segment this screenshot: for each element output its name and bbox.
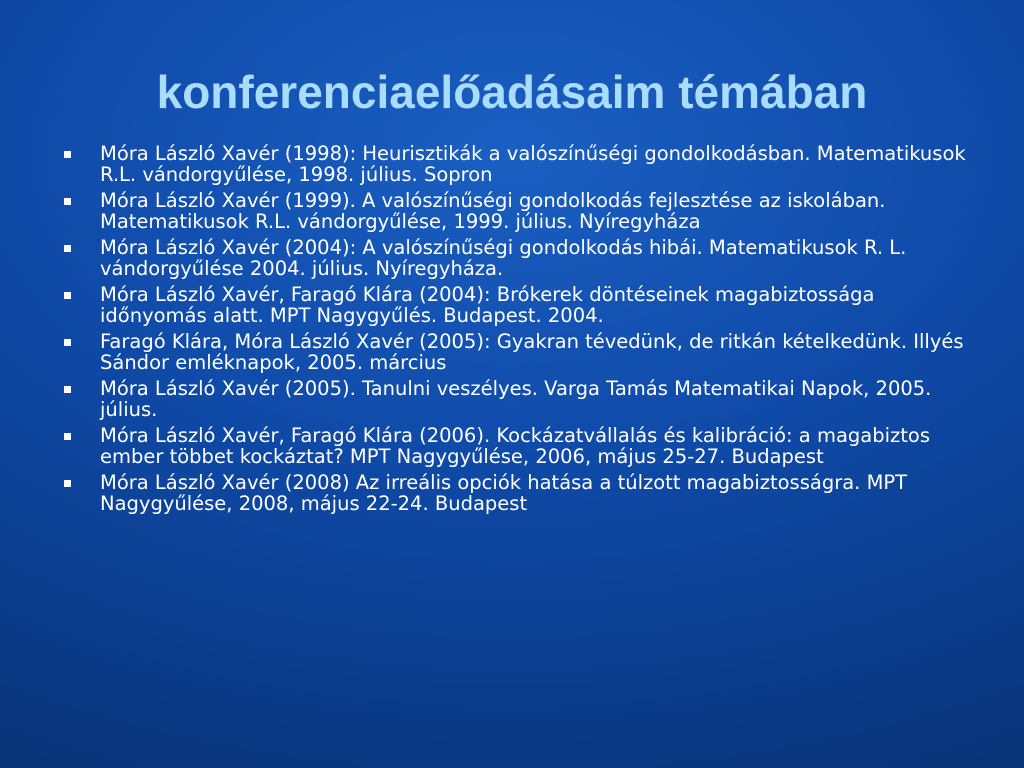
list-item-text: Móra László Xavér (2005). Tanulni veszélyes. Varga Tamás Matematikai Napok, 2005. július. <box>100 377 932 421</box>
list-item-text: Móra László Xavér (1998): Heurisztikák a valószínűségi gondolkodásban. Matematikusok R.L. vándorgyűlése, 1998. július. Sopron <box>100 142 966 186</box>
square-bullet-icon <box>64 433 71 440</box>
list-item <box>58 190 968 232</box>
list-item <box>58 284 968 326</box>
square-bullet-icon <box>64 339 71 346</box>
slide-title: konferenciaelőadásaim témában <box>156 66 868 118</box>
square-bullet-icon <box>64 245 71 252</box>
list-item <box>58 237 968 279</box>
square-bullet-icon <box>64 151 71 158</box>
square-bullet-icon <box>64 292 71 299</box>
bullet-list <box>58 143 968 519</box>
square-bullet-icon <box>64 386 71 393</box>
list-item <box>58 378 968 420</box>
list-item-text: Móra László Xavér (2004): A valószínűségi gondolkodás hibái. Matematikusok R. L. vándorgyűlése 2004. július. Nyíregyháza. <box>100 236 907 280</box>
square-bullet-icon <box>64 198 71 205</box>
square-bullet-icon <box>64 480 71 487</box>
list-item-text: Faragó Klára, Móra László Xavér (2005): Gyakran tévedünk, de ritkán kételkedünk. Illyés Sándor emléknapok, 2005. március <box>100 330 964 374</box>
list-item-text: Móra László Xavér, Faragó Klára (2004): Brókerek döntéseinek magabiztossága időnyomás alatt. MPT Nagygyűlés. Budapest. 2004. <box>100 283 875 327</box>
list-item <box>58 143 968 185</box>
list-item <box>58 472 968 514</box>
list-item <box>58 331 968 373</box>
list-item <box>58 425 968 467</box>
list-item-text: Móra László Xavér (2008) Az irreális opciók hatása a túlzott magabiztosságra. MPT Nagygyűlése, 2008, május 22-24. Budapest <box>100 471 908 515</box>
list-item-text: Móra László Xavér, Faragó Klára (2006). Kockázatvállalás és kalibráció: a magabiztos ember többet kockáztat? MPT Nagygyűlése, 2006, május 25-27. Budapest <box>100 424 930 468</box>
list-item-text: Móra László Xavér (1999). A valószínűségi gondolkodás fejlesztése az iskolában. Matematikusok R.L. vándorgyűlése, 1999. július. Nyíregyháza <box>100 189 886 233</box>
